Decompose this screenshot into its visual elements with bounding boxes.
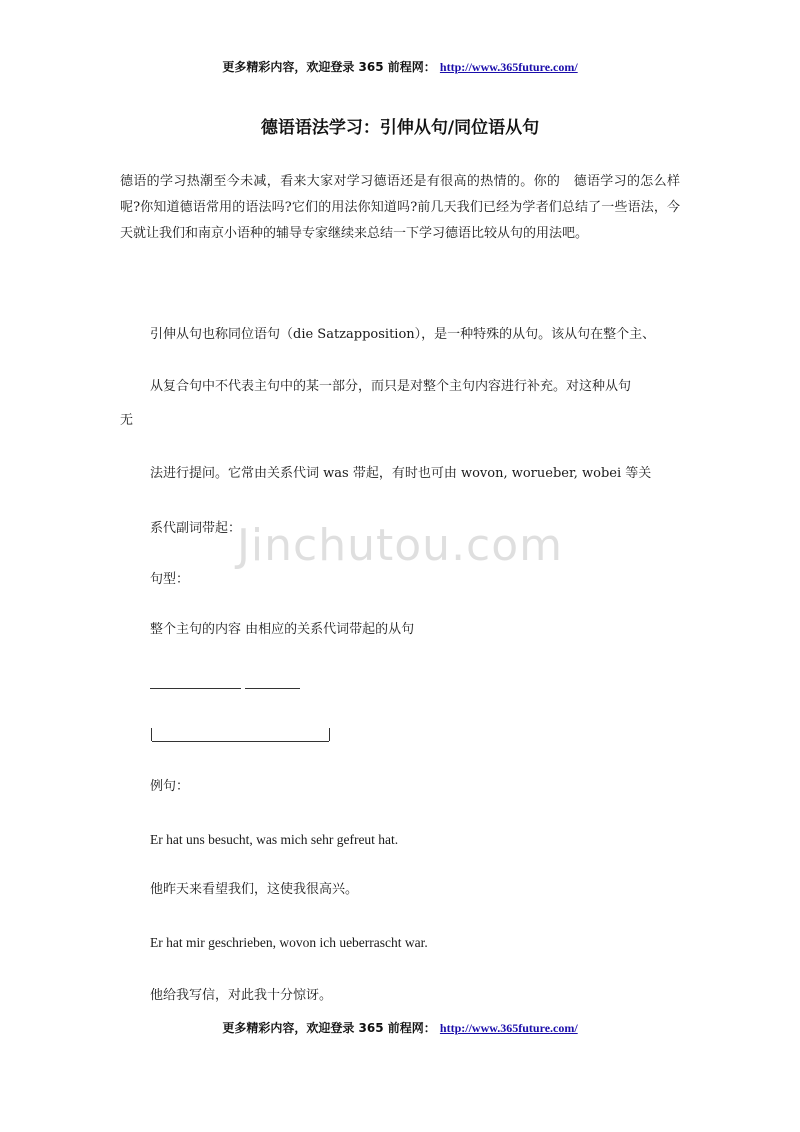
pattern-text: 整个主句的内容 由相应的关系代词带起的从句	[150, 622, 415, 637]
page-title: 德语语法学习：引伸从句/同位语从句	[260, 118, 540, 138]
example-2-german: Er hat mir geschrieben, wovon ich ueberrascht war.	[150, 935, 428, 950]
body-line-1: 引伸从句也称同位语句（die Satzapposition），是一种特殊的从句。该从句在整个主、	[150, 327, 656, 342]
pattern-bracket-left	[151, 728, 152, 741]
intro-paragraph: 德语的学习热潮至今未减，看来大家对学习德语还是有很高的热情的。你的 德语学习的怎么样呢?你知道德语常用的语法吗?它们的用法你知道吗?前几天我们已经为学者们总结了一些语法，今天就让我们和南京小语种的辅导专家继续来总结一下学习德语比较从句的用法吧。	[120, 174, 680, 241]
pattern-underline-clause	[245, 688, 300, 689]
header-link[interactable]: http://www.365future.com/	[439, 60, 578, 74]
header-text: 更多精彩内容，欢迎登录 365 前程网：	[222, 60, 436, 74]
page-header	[0, 58, 800, 75]
pattern-bracket-bottom	[152, 741, 329, 742]
body-line-2b: 无	[120, 413, 134, 428]
footer-text: 更多精彩内容，欢迎登录 365 前程网：	[222, 1021, 436, 1035]
pattern-underline-main	[150, 688, 241, 689]
body-line-4: 系代副词带起：	[150, 521, 242, 536]
example-label: 例句：	[150, 779, 190, 794]
body-line-3: 法进行提问。它常由关系代词 was 带起，有时也可由 wovon, worueber, wobei 等关	[150, 466, 652, 481]
watermark: Jinchutou.com	[236, 520, 564, 571]
example-2-chinese: 他给我写信，对此我十分惊讶。	[150, 988, 333, 1003]
body-line-2a: 从复合句中不代表主句中的某一部分，而只是对整个主句内容进行补充。对这种从句	[150, 379, 632, 394]
page-footer	[0, 1019, 800, 1036]
pattern-bracket-right	[329, 728, 330, 741]
example-1-chinese: 他昨天来看望我们，这使我很高兴。	[150, 882, 359, 897]
footer-link[interactable]: http://www.365future.com/	[439, 1021, 578, 1035]
example-1-german: Er hat uns besucht, was mich sehr gefreut hat.	[150, 832, 399, 847]
pattern-label: 句型：	[150, 572, 190, 587]
